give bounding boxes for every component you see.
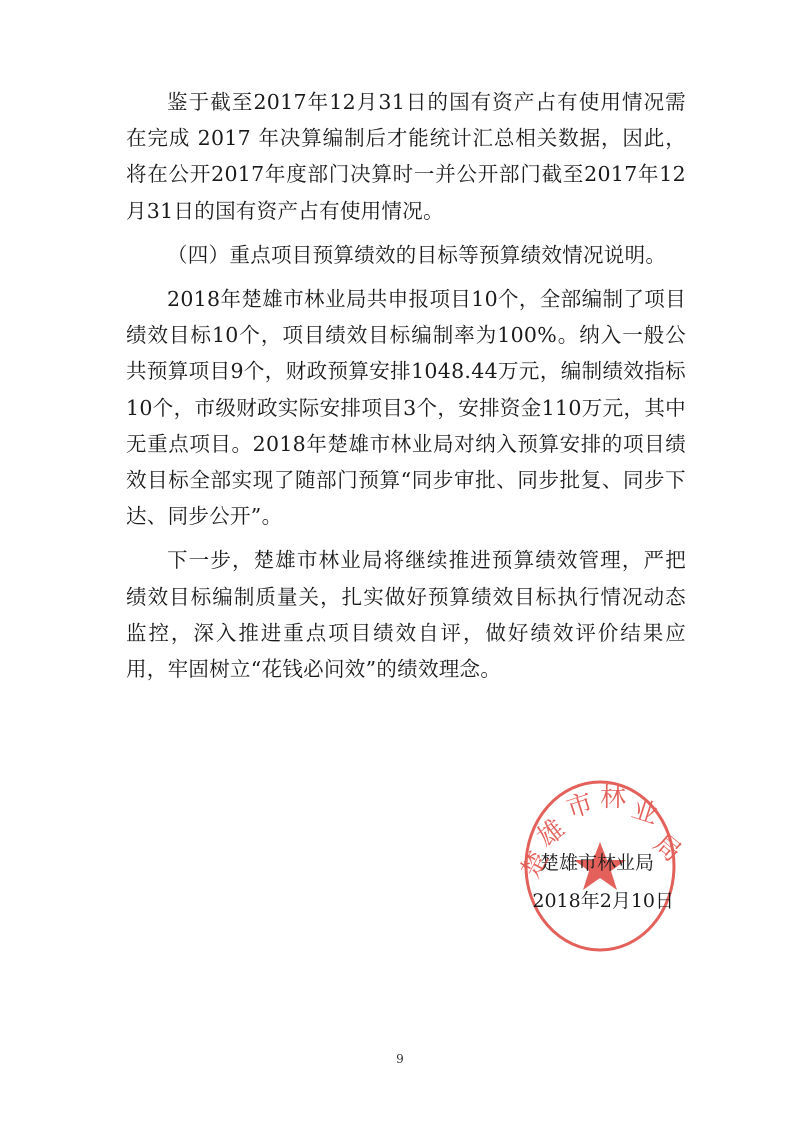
page-number: 9 [396, 1052, 404, 1066]
svg-text:市: 市 [562, 788, 597, 825]
svg-text:雄: 雄 [531, 813, 571, 854]
paragraph-project-performance: 2018年楚雄市林业局共申报项目10个，全部编制了项目绩效目标10个，项目绩效目标编制率为100%。纳入一般公共预算项目9个，财政预算安排1048.44万元，编制绩效指标10个，市级财政实际安排项目3个，安排资金110万元，其中无重点项目。2018年楚雄市林业局对纳入预算安排的项目绩效目标全部实现了随部门预算“同步审批、同步批复、同步下达、同步公开”。 [126, 287, 686, 529]
paragraph-next-steps: 下一步，楚雄市林业局将继续推进预算绩效管理，严把绩效目标编制质量关，扎实做好预算绩效目标执行情况动态监控，深入推进重点项目绩效自评，做好绩效评价结果应用，牢固树立“花钱必问效”的绩效理念。 [126, 548, 686, 682]
signature-organization: 楚雄市林业局 [539, 852, 654, 874]
section-heading-performance: （四）重点项目预算绩效的目标等预算绩效情况说明。 [167, 242, 667, 267]
svg-text:局: 局 [647, 828, 687, 869]
svg-text:楚: 楚 [515, 846, 555, 884]
document-body [126, 84, 686, 695]
paragraph-assets-note: 鉴于截至2017年12月31日的国有资产占有使用情况需在完成 2017 年决算编制后才能统计汇总相关数据，因此，将在公开2017年度部门决算时一并公开部门截至2017年12月31日的国有资产占有使用情况。 [126, 90, 686, 223]
svg-text:业: 业 [627, 794, 662, 831]
signature-date: 2018年2月10日 [532, 890, 674, 912]
svg-text:林: 林 [600, 783, 627, 813]
